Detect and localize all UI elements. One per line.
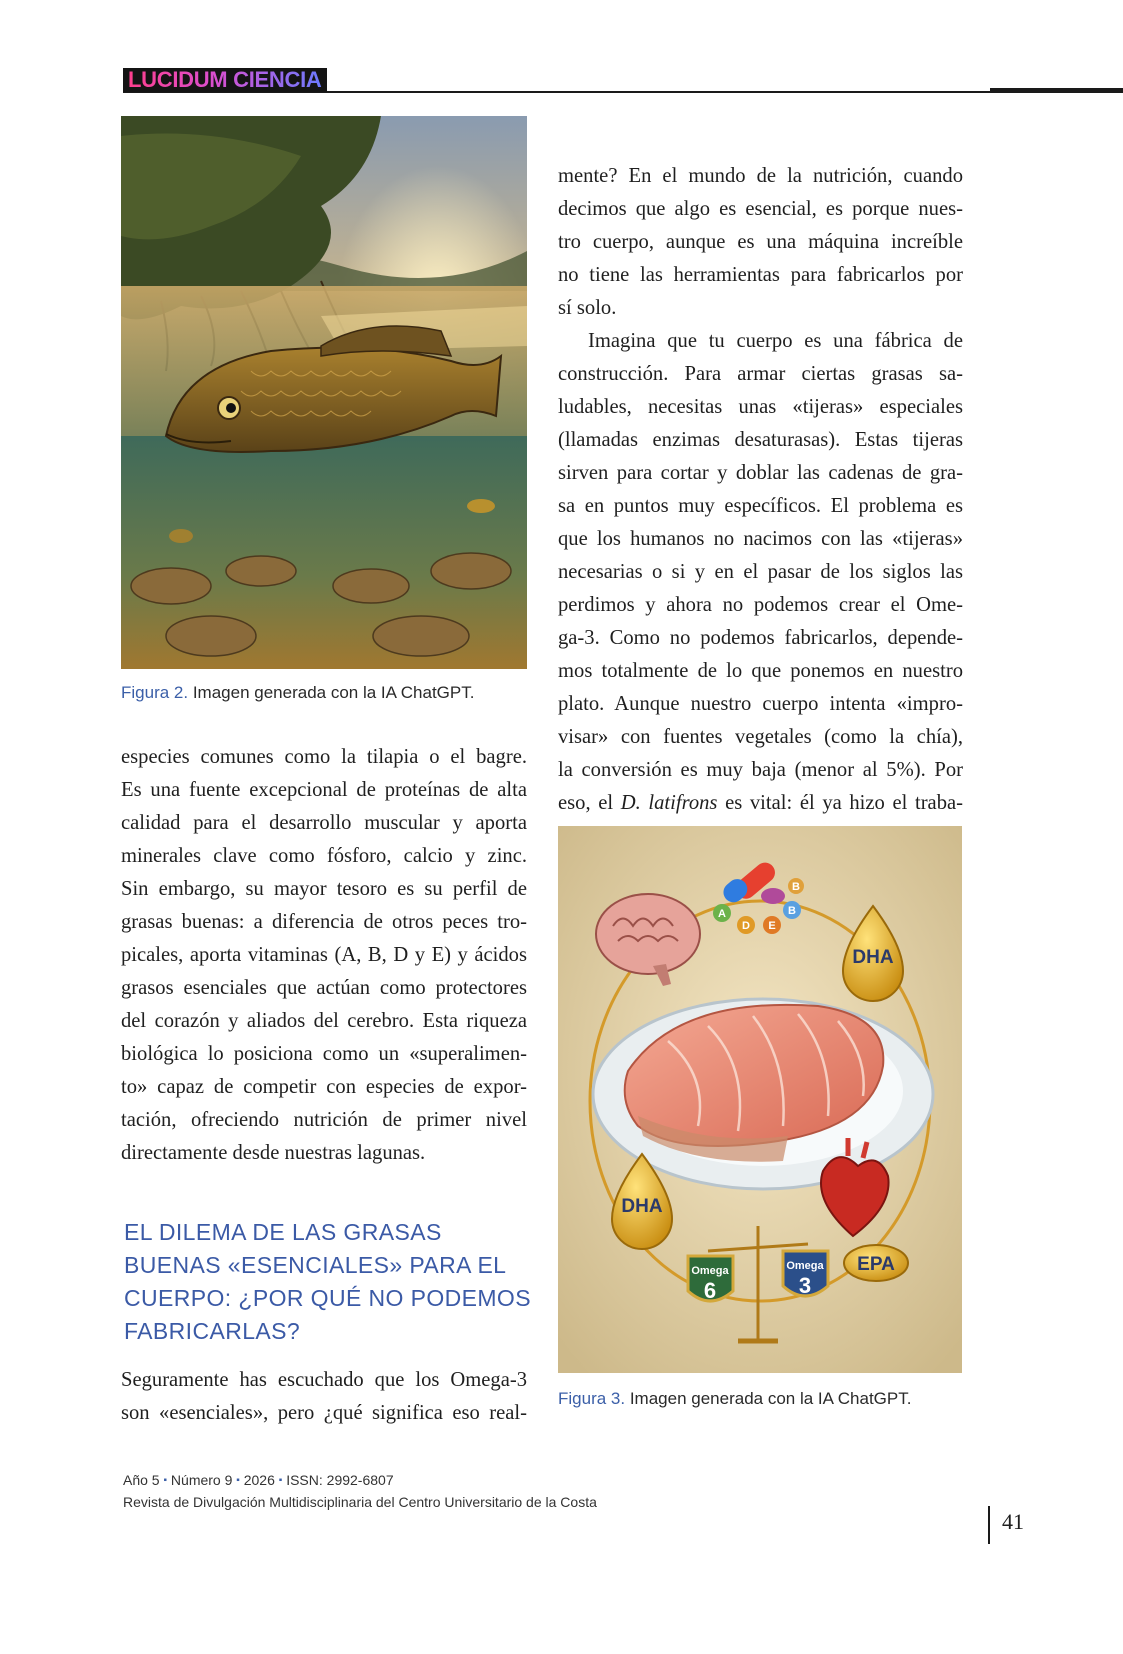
text-line: plato. Aunque nuestro cuerpo intenta «impro- — [558, 693, 963, 715]
text-line: grasas buenas: a diferencia de otros peces tro- — [121, 911, 527, 933]
text-line: sí solo. — [558, 297, 617, 319]
figure-2-caption — [121, 683, 474, 703]
figure-3-label: Figura 3. — [558, 1389, 626, 1408]
text-line: mente? En el mundo de la nutrición, cuando — [558, 165, 963, 187]
figure-3-image — [558, 826, 962, 1373]
text-line: necesarias o si y en el pasar de los siglos las — [558, 561, 963, 583]
text-line: no tiene las herramientas para fabricarlos por — [558, 264, 963, 286]
footer-separator: ▪ — [278, 1475, 283, 1486]
footer-number: Número 9 — [170, 1472, 233, 1488]
right-column-text — [558, 160, 963, 820]
text-line: Imagina que tu cuerpo es una fábrica de — [588, 330, 963, 352]
omega-6-number: 6 — [703, 1278, 717, 1303]
text-line: Seguramente has escuchado que los Omega-3 — [121, 1369, 527, 1391]
text-line: biológica lo posiciona como un «superalimen- — [121, 1043, 527, 1065]
text-line: Es una fuente excepcional de proteínas de alta — [121, 779, 527, 801]
text-line: picales, aporta vitaminas (A, B, D y E) y ácidos — [121, 944, 527, 966]
dha-label: DHA — [621, 1196, 663, 1217]
text-line: construcción. Para armar ciertas grasas sa- — [558, 363, 963, 385]
page-number-bar — [988, 1506, 990, 1544]
dha-label: DHA — [852, 947, 894, 968]
vitamin-e-label: E — [768, 920, 776, 932]
vitamin-b-label: B — [788, 905, 796, 917]
species-name: D. latifrons — [620, 792, 718, 814]
footer-separator: ▪ — [163, 1475, 168, 1486]
text-line: directamente desde nuestras lagunas. — [121, 1142, 426, 1164]
text-line: perdimos y ahora no podemos crear el Ome- — [558, 594, 963, 616]
text-line: son «esenciales», pero ¿qué significa eso real- — [121, 1402, 527, 1424]
vitamin-b-label: B — [792, 881, 800, 893]
text-line: sirven para cortar y doblar las cadenas de gra- — [558, 462, 963, 484]
omega-3-shield — [783, 1251, 828, 1298]
page-number: 41 — [1002, 1509, 1024, 1534]
omega-6-word: Omega — [691, 1265, 729, 1277]
text-line: tación, ofreciendo nutrición de primer nivel — [121, 1109, 527, 1131]
figure-3-caption-text: Imagen generada con la IA ChatGPT. — [629, 1389, 912, 1408]
omega-3-number: 3 — [798, 1273, 812, 1298]
text-line: mos totalmente de lo que ponemos en nuestro — [558, 660, 963, 682]
text-line: (llamadas enzimas desaturasas). Estas tijeras — [558, 429, 963, 451]
footer-year: Año 5 — [123, 1472, 160, 1488]
text-line: tro cuerpo, aunque es una máquina increíble — [558, 231, 963, 253]
section-heading-line: EL DILEMA DE LAS GRASAS — [124, 1219, 442, 1245]
text-line: decimos que algo es esencial, es porque nues- — [558, 198, 963, 220]
epa-label: EPA — [857, 1254, 895, 1275]
text-line: to» capaz de competir con especies de expor- — [121, 1076, 527, 1098]
text-line-with-italic — [558, 787, 963, 820]
text-line: visar» con fuentes vegetales (como la chía), — [558, 726, 963, 748]
figure-3-caption — [558, 1389, 911, 1409]
text-line: minerales clave como fósforo, calcio y zinc. — [121, 845, 527, 867]
fish-fillet-nutrients-illustration — [558, 826, 962, 1373]
footer-issue-info — [123, 1472, 394, 1488]
fish-in-lagoon-illustration — [121, 116, 527, 669]
text-line: especies comunes como la tilapia o el bagre. — [121, 746, 527, 768]
text-line: que los humanos no nacimos con las «tijeras» — [558, 528, 963, 550]
text-line: ludables, necesitas unas «tijeras» especiales — [558, 396, 963, 418]
section-heading — [124, 1216, 544, 1348]
section-heading-line: BUENAS «ESENCIALES» PARA EL — [124, 1252, 507, 1278]
vitamin-a-label: A — [718, 908, 726, 920]
footer-journal-name: Revista de Divulgación Multidisciplinaria del Centro Universitario de la Costa — [123, 1494, 597, 1510]
omega-3-word: Omega — [786, 1260, 824, 1272]
text-span: es vital: él ya hizo el traba- — [717, 792, 963, 814]
epa-badge — [844, 1245, 908, 1281]
text-span: eso, el — [558, 792, 621, 814]
omega-6-shield — [688, 1256, 733, 1303]
left-column-paragraph-2 — [121, 1364, 527, 1430]
text-line: Sin embargo, su mayor tesoro es su perfil de — [121, 878, 527, 900]
footer-separator: ▪ — [236, 1475, 240, 1486]
left-column-paragraph-1 — [121, 741, 527, 1170]
text-line: sa en puntos muy específicos. El problema es — [558, 495, 963, 517]
figure-2-label: Figura 2. — [121, 683, 189, 702]
vitamin-d-label: D — [742, 920, 750, 932]
journal-brand: LUCIDUM CIENCIA — [123, 68, 327, 92]
figure-2-image — [121, 116, 527, 669]
figure-2-caption-text: Imagen generada con la IA ChatGPT. — [192, 683, 475, 702]
section-heading-line: FABRICARLAS? — [124, 1318, 301, 1344]
text-line: calidad para el desarrollo muscular y aporta — [121, 812, 527, 834]
text-line: la conversión es muy baja (menor al 5%). Por — [558, 759, 963, 781]
text-line: del corazón y aliados del cerebro. Esta riqueza — [121, 1010, 527, 1032]
section-heading-line: CUERPO: ¿POR QUÉ NO PODEMOS — [124, 1285, 531, 1311]
header-rule-accent — [990, 88, 1123, 93]
footer-issn: ISSN: 2992-6807 — [286, 1472, 394, 1488]
text-line: ga-3. Como no podemos fabricarlos, depende- — [558, 627, 963, 649]
text-line: grasos esenciales que actúan como protectores — [121, 977, 527, 999]
footer-date: 2026 — [243, 1472, 275, 1488]
